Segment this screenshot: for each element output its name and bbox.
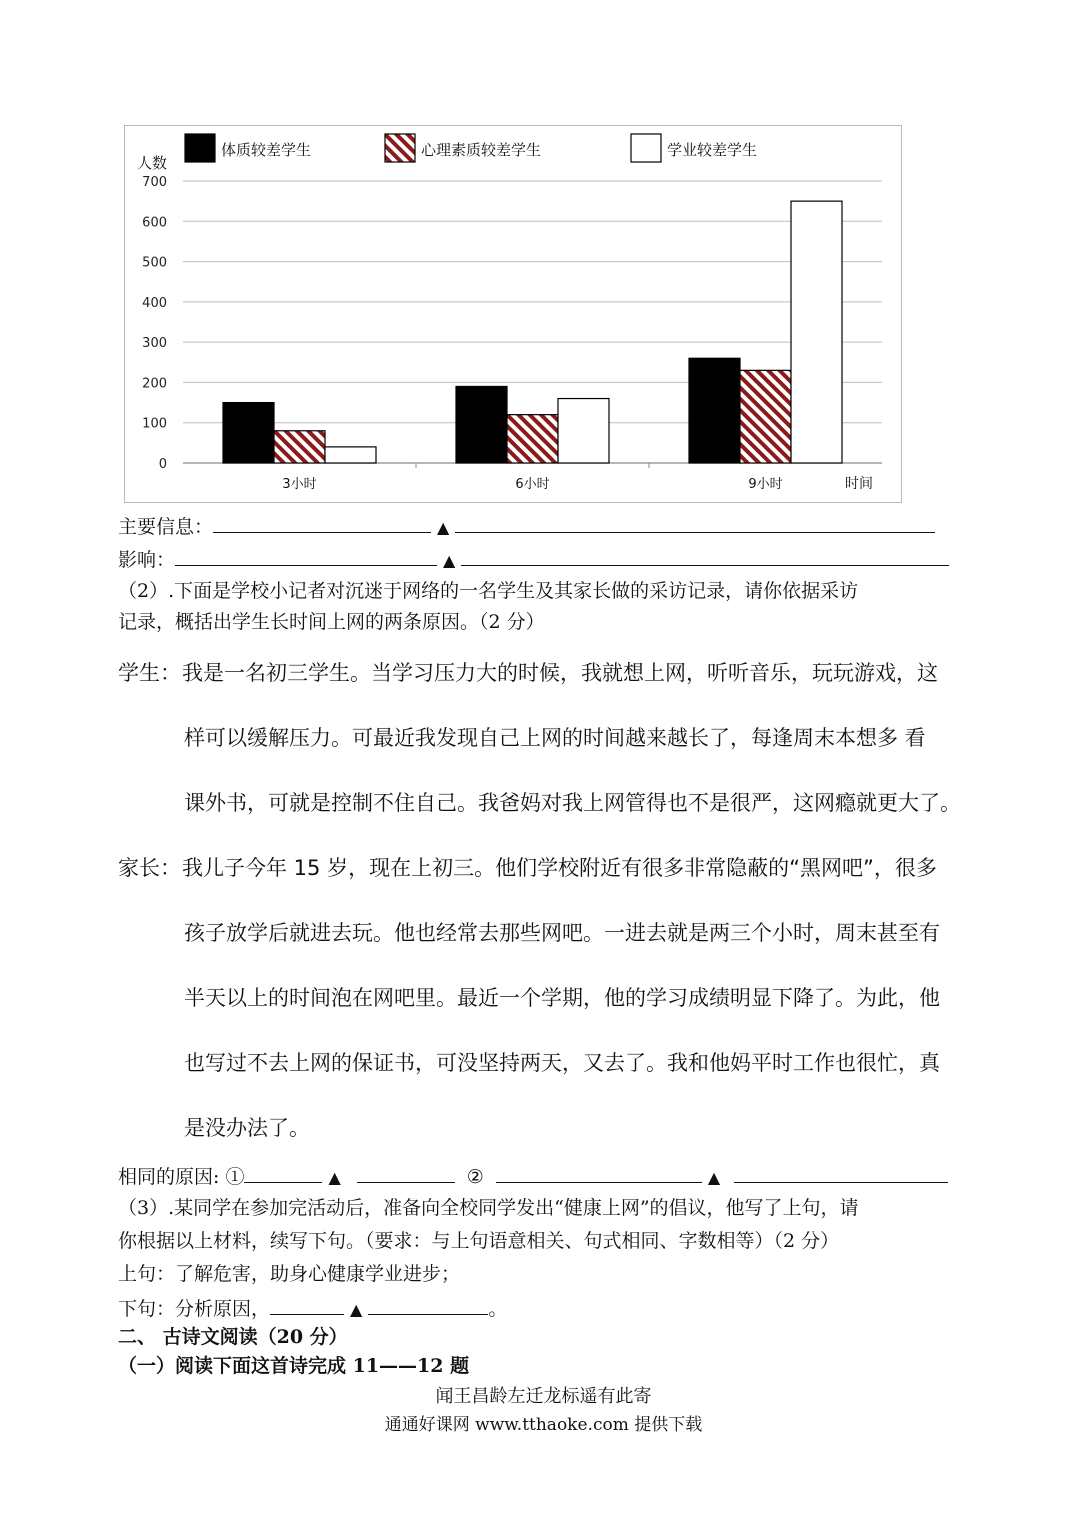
y-tick-label: 200	[142, 376, 167, 392]
parent-line: 孩子放学后就进去玩。他也经常去那些网吧。一进去就是两三个小时，周末甚至有	[184, 921, 940, 945]
bar	[740, 370, 791, 463]
reason-2-blank-1[interactable]	[496, 1162, 702, 1183]
q2-prompt-line-1: （2）.下面是学校小记者对沉迷于网络的一名学生及其家长做的采访记录，请你依据采访	[118, 580, 859, 602]
legend-label: 心理素质较差学生	[421, 141, 542, 159]
q3-prompt-line-2: 你根据以上材料，续写下句。（要求：与上句语意相关、句式相同、字数相等）（2 分）	[118, 1230, 840, 1252]
y-tick-label: 0	[158, 457, 167, 472]
legend-label: 学业较差学生	[667, 141, 758, 159]
y-tick-label: 300	[142, 336, 167, 352]
y-tick-label: 100	[142, 416, 167, 432]
bar	[558, 399, 609, 463]
parent-line: 我儿子今年 15 岁，现在上初三。他们学校附近有很多非常隐蔽的“黑网吧”，很多	[182, 856, 937, 880]
parent-label: 家长：	[118, 856, 181, 880]
chart-container	[124, 125, 902, 503]
y-tick-label: 700	[142, 175, 167, 190]
legend-swatch	[631, 134, 661, 162]
student-line: 样可以缓解压力。可最近我发现自己上网的时间越来越长了，每逢周末本想多 看	[184, 726, 926, 750]
parent-line: 是没办法了。	[184, 1116, 310, 1140]
lower-sentence-suffix: 。	[488, 1298, 508, 1320]
reasons-label: 相同的原因: ①	[118, 1166, 245, 1188]
y-tick-label: 500	[142, 255, 167, 271]
triangle-marker: ▲	[328, 1168, 341, 1187]
bar	[507, 415, 558, 463]
parent-line: 半天以上的时间泡在网吧里。最近一个学期，他的学习成绩明显下降了。为此，他	[184, 986, 940, 1010]
upper-sentence: 上句：了解危害，助身心健康学业进步；	[118, 1263, 461, 1285]
main-info-label: 主要信息：	[118, 516, 214, 538]
x-tick-label: 3小时	[282, 477, 317, 492]
main-info-blank-1[interactable]	[213, 512, 431, 533]
bar	[223, 403, 274, 463]
triangle-marker: ▲	[437, 518, 450, 537]
bar	[791, 201, 842, 463]
bar	[689, 358, 740, 463]
main-info-line	[118, 512, 935, 541]
bar	[274, 431, 325, 463]
bar	[456, 386, 507, 463]
parent-line: 也写过不去上网的保证书，可没坚持两天，又去了。我和他妈平时工作也很忙，真	[184, 1051, 940, 1075]
x-tick-label: 6小时	[515, 477, 550, 492]
section-2-title: 二、 古诗文阅读（20 分）	[118, 1326, 348, 1348]
q3-prompt-line-1: （3）.某同学在参加完活动后，准备向全校同学发出“健康上网”的倡议，他写了上句，请	[118, 1197, 859, 1219]
lower-sentence-blank-1[interactable]	[270, 1294, 344, 1315]
y-axis-label: 人数	[137, 154, 168, 172]
legend-swatch	[185, 134, 215, 162]
legend-label: 体质较差学生	[221, 141, 312, 159]
legend-swatch	[385, 134, 415, 162]
triangle-marker: ▲	[350, 1300, 363, 1319]
student-line: 我是一名初三学生。当学习压力大的时候，我就想上网，听听音乐，玩玩游戏，这	[182, 661, 938, 685]
x-axis-label: 时间	[845, 476, 873, 492]
poem-title: 闻王昌龄左迁龙标遥有此寄	[435, 1386, 652, 1407]
q2-prompt-line-2: 记录，概括出学生长时间上网的两条原因。（2 分）	[118, 611, 545, 633]
reasons-line	[118, 1162, 948, 1191]
triangle-marker: ▲	[707, 1168, 721, 1187]
impact-blank-2[interactable]	[461, 545, 949, 566]
impact-label: 影响：	[118, 549, 176, 571]
footer-watermark: 通通好课网 www.tthaoke.com 提供下载	[384, 1415, 703, 1435]
reason-1-blank-1[interactable]	[244, 1162, 322, 1183]
x-tick-label: 9小时	[748, 477, 783, 492]
bar-chart	[125, 126, 903, 504]
reason-2-blank-2[interactable]	[734, 1162, 948, 1183]
lower-sentence-blank-2[interactable]	[368, 1294, 488, 1315]
y-tick-label: 400	[142, 295, 167, 311]
lower-sentence-line	[118, 1294, 507, 1323]
student-line: 课外书，可就是控制不住自己。我爸妈对我上网管得也不是很严，这网瘾就更大了。	[184, 791, 961, 815]
student-label: 学生：	[118, 661, 181, 685]
y-tick-label: 600	[142, 215, 167, 231]
section-2-subtitle: （一）阅读下面这首诗完成 11——12 题	[118, 1355, 470, 1377]
impact-blank-1[interactable]	[175, 545, 437, 566]
main-info-blank-2[interactable]	[455, 512, 935, 533]
lower-sentence-prefix: 下句：分析原因，	[118, 1298, 271, 1320]
reason-1-blank-2[interactable]	[357, 1162, 455, 1183]
triangle-marker: ▲	[443, 551, 456, 570]
reason-2-number: ②	[466, 1166, 484, 1188]
impact-line	[118, 545, 949, 574]
bar	[325, 447, 376, 463]
